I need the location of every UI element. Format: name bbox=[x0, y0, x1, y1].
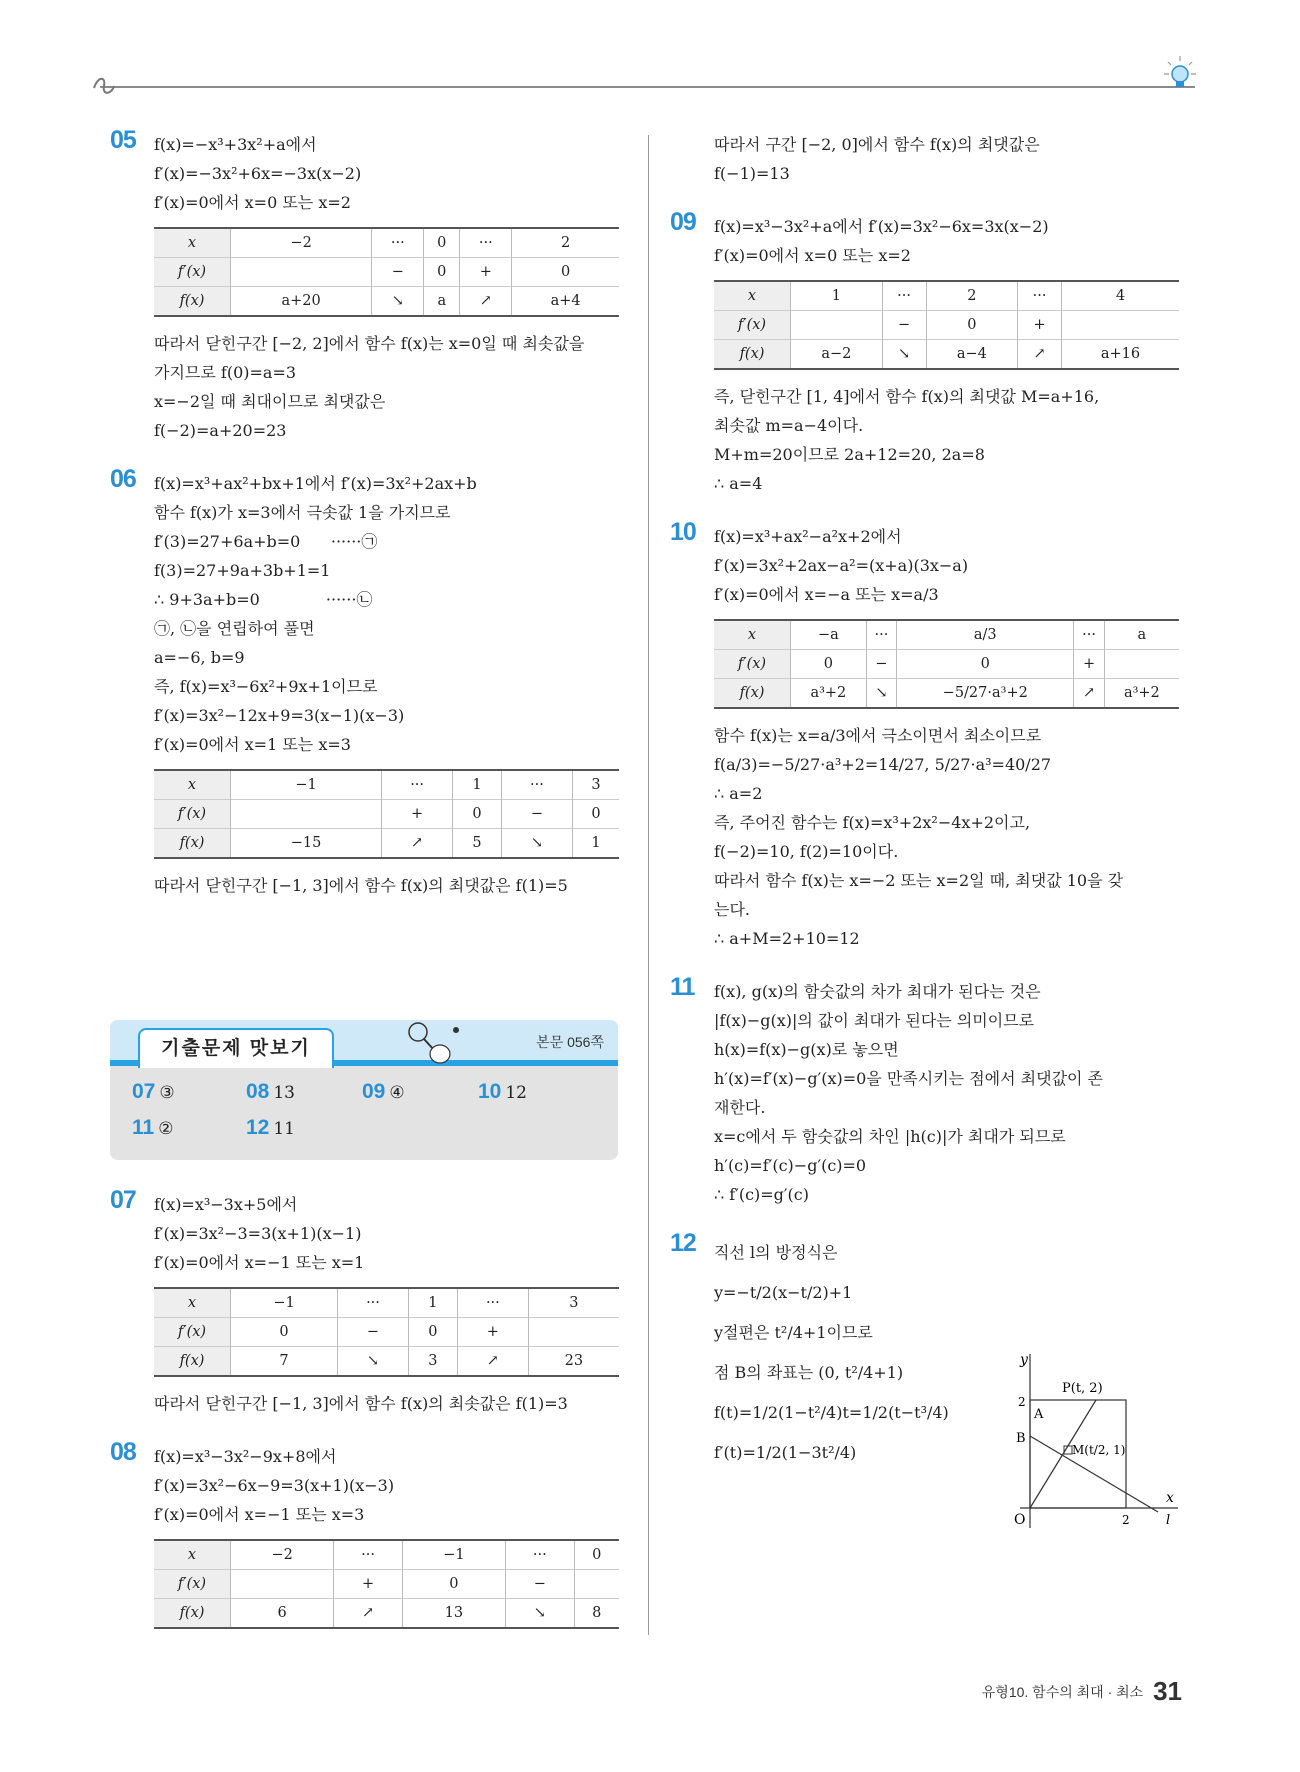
table-cell: ··· bbox=[460, 228, 512, 258]
graph-label: l bbox=[1166, 1513, 1171, 1528]
solution-line: ∴ f′(c)=g′(c) bbox=[714, 1185, 809, 1204]
table-cell: ↗ bbox=[334, 1599, 402, 1629]
table-cell: f′(x) bbox=[154, 258, 231, 287]
table-cell: f(x) bbox=[154, 1347, 231, 1377]
graph-label: y bbox=[1020, 1352, 1028, 1368]
table-cell: x bbox=[154, 1540, 231, 1570]
solution-line: f′(x)=3x²−3=3(x+1)(x−1) bbox=[154, 1224, 362, 1243]
table-cell: ↘ bbox=[506, 1599, 574, 1629]
table-cell: f(x) bbox=[154, 829, 231, 859]
table-cell: 23 bbox=[528, 1347, 619, 1377]
problem-06 bbox=[110, 465, 620, 900]
left-column-lower bbox=[110, 1186, 620, 1653]
page-footer bbox=[982, 1676, 1182, 1707]
table-cell bbox=[231, 258, 372, 287]
box-title: 기출문제 맛보기 bbox=[138, 1028, 334, 1068]
table-cell bbox=[231, 1570, 334, 1599]
variation-table bbox=[154, 769, 619, 859]
solution-line: y=−t/2(x−t/2)+1 bbox=[714, 1283, 853, 1302]
table-cell: ↗ bbox=[382, 829, 453, 859]
table-cell: a/3 bbox=[897, 620, 1074, 650]
solution-line: f′(t)=1/2(1−3t²/4) bbox=[714, 1443, 857, 1462]
table-cell: + bbox=[1018, 311, 1062, 340]
table-cell: 1 bbox=[453, 770, 502, 800]
solution-line: f′(x)=−3x²+6x=−3x(x−2) bbox=[154, 164, 362, 183]
solution-line: f′(x)=0에서 x=0 또는 x=2 bbox=[714, 246, 911, 265]
graph-label: 2 bbox=[1122, 1513, 1130, 1527]
table-cell: + bbox=[1074, 650, 1104, 679]
table-cell: −2 bbox=[231, 228, 372, 258]
solution-line: 따라서 닫힌구간 [−2, 2]에서 함수 f(x)는 x=0일 때 최솟값을 bbox=[154, 334, 585, 353]
table-cell: f(x) bbox=[154, 287, 231, 317]
table-cell: −1 bbox=[402, 1540, 505, 1570]
graph-label: 2 bbox=[1018, 1395, 1026, 1409]
solution-line: f(x)=x³−3x+5에서 bbox=[154, 1195, 298, 1214]
table-cell: 0 bbox=[424, 258, 460, 287]
solution-line: 따라서 함수 f(x)는 x=−2 또는 x=2일 때, 최댓값 10을 갖 bbox=[714, 871, 1124, 890]
solution-line: f′(x)=0에서 x=−1 또는 x=3 bbox=[154, 1505, 365, 1524]
variation-table bbox=[714, 619, 1179, 709]
solution-line: |f(x)−g(x)|의 값이 최대가 된다는 의미이므로 bbox=[714, 1011, 1035, 1030]
solution-line: f(−2)=10, f(2)=10이다. bbox=[714, 842, 899, 861]
table-cell: ↘ bbox=[882, 340, 926, 370]
problem-08 bbox=[110, 1438, 620, 1629]
solution-line: ∴ a=4 bbox=[714, 474, 763, 493]
table-cell: 0 bbox=[574, 1540, 619, 1570]
solution-line: ∴ a+M=2+10=12 bbox=[714, 929, 860, 948]
table-cell: ··· bbox=[338, 1288, 409, 1318]
table-cell: ··· bbox=[334, 1540, 402, 1570]
solution-line: 따라서 닫힌구간 [−1, 3]에서 함수 f(x)의 최솟값은 f(1)=3 bbox=[154, 1394, 568, 1413]
left-column bbox=[110, 126, 620, 924]
table-cell: 8 bbox=[574, 1599, 619, 1629]
answer-item: 11 ② bbox=[132, 1116, 174, 1139]
table-cell: ··· bbox=[882, 281, 926, 311]
solution-line: 함수 f(x)가 x=3에서 극솟값 1을 가지므로 bbox=[154, 503, 451, 522]
answer-item: 08 13 bbox=[246, 1080, 295, 1103]
answer-item: 12 11 bbox=[246, 1116, 295, 1139]
table-cell bbox=[791, 311, 883, 340]
table-cell: 0 bbox=[791, 650, 867, 679]
ribbon-knot-icon bbox=[92, 74, 116, 98]
graph-label: x bbox=[1166, 1490, 1174, 1506]
table-cell: − bbox=[338, 1318, 409, 1347]
table-cell: 2 bbox=[926, 281, 1018, 311]
top-rule bbox=[100, 86, 1195, 88]
problem-09 bbox=[670, 208, 1190, 498]
solution-line: 즉, 주어진 함수는 f(x)=x³+2x²−4x+2이고, bbox=[714, 813, 1031, 832]
table-cell: a+20 bbox=[231, 287, 372, 317]
table-cell: x bbox=[154, 770, 231, 800]
solution-line: M+m=20이므로 2a+12=20, 2a=8 bbox=[714, 445, 985, 464]
table-cell: + bbox=[457, 1318, 528, 1347]
table-cell: ↗ bbox=[457, 1347, 528, 1377]
table-cell: 1 bbox=[572, 829, 619, 859]
table-cell: −1 bbox=[231, 1288, 338, 1318]
problem-05 bbox=[110, 126, 620, 445]
table-cell: −a bbox=[791, 620, 867, 650]
table-cell: f′(x) bbox=[714, 650, 791, 679]
table-cell: −1 bbox=[231, 770, 382, 800]
solution-line: f′(x)=3x²−12x+9=3(x−1)(x−3) bbox=[154, 706, 405, 725]
footer-section-title: 유형10. 함수의 최대 · 최소 bbox=[981, 1684, 1144, 1700]
table-cell: −15 bbox=[231, 829, 382, 859]
solution-line: f(x)=x³+ax²+bx+1에서 f′(x)=3x²+2ax+b bbox=[154, 474, 477, 493]
variation-table bbox=[154, 1539, 619, 1629]
lightbulb-icon bbox=[1160, 52, 1200, 96]
solution-line: 따라서 닫힌구간 [−1, 3]에서 함수 f(x)의 최댓값은 f(1)=5 bbox=[154, 876, 568, 895]
table-cell: 5 bbox=[453, 829, 502, 859]
table-cell: a+4 bbox=[512, 287, 619, 317]
solution-line: f′(x)=0에서 x=0 또는 x=2 bbox=[154, 193, 351, 212]
solution-line: 는다. bbox=[714, 900, 750, 919]
solution-line: f′(x)=0에서 x=−a 또는 x=a/3 bbox=[714, 585, 939, 604]
variation-table bbox=[714, 280, 1179, 370]
table-cell: ↗ bbox=[460, 287, 512, 317]
table-cell: 0 bbox=[402, 1570, 505, 1599]
table-cell: 7 bbox=[231, 1347, 338, 1377]
problem-11 bbox=[670, 973, 1190, 1209]
graph-label: A bbox=[1034, 1407, 1044, 1422]
table-cell: 6 bbox=[231, 1599, 334, 1629]
solution-line: 재한다. bbox=[714, 1098, 766, 1117]
graph-label: O bbox=[1014, 1512, 1026, 1528]
table-cell: x bbox=[154, 228, 231, 258]
table-cell: 2 bbox=[512, 228, 619, 258]
table-cell: a³+2 bbox=[791, 679, 867, 709]
page-number: 31 bbox=[1153, 1676, 1182, 1706]
table-cell: a−4 bbox=[926, 340, 1018, 370]
solution-line: f′(x)=0에서 x=−1 또는 x=1 bbox=[154, 1253, 365, 1272]
table-cell: 3 bbox=[408, 1347, 457, 1377]
solution-line: f′(x)=0에서 x=1 또는 x=3 bbox=[154, 735, 351, 754]
table-cell: ↘ bbox=[372, 287, 424, 317]
graph-label: M(t/2, 1) bbox=[1072, 1443, 1126, 1457]
solution-line: x=c에서 두 함숫값의 차인 |h(c)|가 최대가 되므로 bbox=[714, 1127, 1066, 1146]
table-cell: ↘ bbox=[338, 1347, 409, 1377]
table-cell: 3 bbox=[572, 770, 619, 800]
solution-line: 즉, f(x)=x³−6x²+9x+1이므로 bbox=[154, 677, 378, 696]
solution-line: 점 B의 좌표는 (0, t²/4+1) bbox=[714, 1363, 904, 1382]
variation-table bbox=[154, 227, 619, 317]
table-cell: ··· bbox=[506, 1540, 574, 1570]
table-cell: ··· bbox=[502, 770, 573, 800]
right-column bbox=[670, 130, 1190, 1497]
solution-line: 가지므로 f(0)=a=3 bbox=[154, 363, 297, 382]
table-cell: ↘ bbox=[866, 679, 896, 709]
table-cell: − bbox=[882, 311, 926, 340]
table-cell bbox=[1104, 650, 1179, 679]
table-cell: + bbox=[460, 258, 512, 287]
solution-line: 직선 l의 방정식은 bbox=[714, 1243, 838, 1262]
table-cell: a+16 bbox=[1062, 340, 1180, 370]
solution-line: f(x), g(x)의 함숫값의 차가 최대가 된다는 것은 bbox=[714, 982, 1041, 1001]
problem-number: 10 bbox=[670, 518, 696, 546]
table-cell: f′(x) bbox=[154, 1570, 231, 1599]
solution-line: ㉠, ㉡을 연립하여 풀면 bbox=[154, 619, 315, 638]
table-cell: 3 bbox=[528, 1288, 619, 1318]
solution-line: ∴ 9+3a+b=0 ······㉡ bbox=[154, 590, 373, 609]
table-cell: ··· bbox=[1074, 620, 1104, 650]
variation-table bbox=[154, 1287, 619, 1377]
table-cell: ··· bbox=[866, 620, 896, 650]
table-cell: x bbox=[154, 1288, 231, 1318]
problem-number: 08 bbox=[110, 1438, 136, 1466]
table-cell: ··· bbox=[382, 770, 453, 800]
table-cell: − bbox=[372, 258, 424, 287]
table-cell: 13 bbox=[402, 1599, 505, 1629]
table-cell: −5/27·a³+2 bbox=[897, 679, 1074, 709]
table-cell: 0 bbox=[926, 311, 1018, 340]
answer-item: 09 ④ bbox=[362, 1080, 405, 1103]
table-cell: 0 bbox=[231, 1318, 338, 1347]
table-cell: 4 bbox=[1062, 281, 1180, 311]
table-cell: − bbox=[502, 800, 573, 829]
table-cell: f′(x) bbox=[154, 1318, 231, 1347]
solution-line: y절편은 t²/4+1이므로 bbox=[714, 1323, 873, 1342]
problem-number: 05 bbox=[110, 126, 136, 154]
solution-line: f(x)=−x³+3x²+a에서 bbox=[154, 135, 317, 154]
coordinate-graph bbox=[1000, 1352, 1180, 1532]
problem-10 bbox=[670, 518, 1190, 953]
solution-line: h′(x)=f′(x)−g′(x)=0을 만족시키는 점에서 최댓값이 존 bbox=[714, 1069, 1104, 1088]
table-cell: f′(x) bbox=[154, 800, 231, 829]
problem-08-continued bbox=[670, 130, 1190, 188]
solution-line: 즉, 닫힌구간 [1, 4]에서 함수 f(x)의 최댓값 M=a+16, bbox=[714, 387, 1100, 406]
solution-line: 함수 f(x)는 x=a/3에서 극소이면서 최소이므로 bbox=[714, 726, 1042, 745]
answer-item: 10 12 bbox=[478, 1080, 527, 1103]
table-cell: − bbox=[866, 650, 896, 679]
solution-line: h(x)=f(x)−g(x)로 놓으면 bbox=[714, 1040, 899, 1059]
solution-line: f′(x)=3x²+2ax−a²=(x+a)(3x−a) bbox=[714, 556, 969, 575]
table-cell: + bbox=[334, 1570, 402, 1599]
table-cell: a³+2 bbox=[1104, 679, 1179, 709]
solution-line: f(3)=27+9a+3b+1=1 bbox=[154, 561, 331, 580]
table-cell: 1 bbox=[791, 281, 883, 311]
table-cell bbox=[528, 1318, 619, 1347]
solution-line: f(t)=1/2(1−t²/4)t=1/2(t−t³/4) bbox=[714, 1403, 949, 1422]
table-cell: 0 bbox=[897, 650, 1074, 679]
table-cell: 0 bbox=[424, 228, 460, 258]
table-cell: 0 bbox=[512, 258, 619, 287]
problem-number: 09 bbox=[670, 208, 696, 236]
solution-line: 따라서 구간 [−2, 0]에서 함수 f(x)의 최댓값은 bbox=[714, 135, 1040, 154]
table-cell bbox=[231, 800, 382, 829]
table-cell bbox=[574, 1570, 619, 1599]
solution-line: f(a/3)=−5/27·a³+2=14/27, 5/27·a³=40/27 bbox=[714, 755, 1052, 774]
table-cell: a bbox=[424, 287, 460, 317]
solution-line: 최솟값 m=a−4이다. bbox=[714, 416, 864, 435]
solution-line: h′(c)=f′(c)−g′(c)=0 bbox=[714, 1156, 867, 1175]
table-cell: − bbox=[506, 1570, 574, 1599]
table-cell: f′(x) bbox=[714, 311, 791, 340]
problem-number: 07 bbox=[110, 1186, 136, 1214]
graph-label: B bbox=[1016, 1431, 1026, 1446]
table-cell: ··· bbox=[1018, 281, 1062, 311]
table-cell: 1 bbox=[408, 1288, 457, 1318]
problem-07 bbox=[110, 1186, 620, 1418]
solution-line: f(x)=x³+ax²−a²x+2에서 bbox=[714, 527, 902, 546]
table-cell: a−2 bbox=[791, 340, 883, 370]
table-cell: x bbox=[714, 620, 791, 650]
table-cell: ↗ bbox=[1018, 340, 1062, 370]
table-cell: 0 bbox=[453, 800, 502, 829]
table-cell: ··· bbox=[372, 228, 424, 258]
table-cell bbox=[1062, 311, 1180, 340]
table-cell: + bbox=[382, 800, 453, 829]
solution-line: f(x)=x³−3x²−9x+8에서 bbox=[154, 1447, 337, 1466]
solution-line: a=−6, b=9 bbox=[154, 648, 245, 667]
problem-number: 06 bbox=[110, 465, 136, 493]
table-cell: 0 bbox=[408, 1318, 457, 1347]
table-cell: ··· bbox=[457, 1288, 528, 1318]
column-divider bbox=[648, 135, 649, 1635]
tennis-cat-icon bbox=[400, 1020, 470, 1070]
problem-number: 11 bbox=[670, 973, 695, 1001]
solution-line: x=−2일 때 최대이므로 최댓값은 bbox=[154, 392, 386, 411]
table-cell: ↘ bbox=[502, 829, 573, 859]
table-cell: 0 bbox=[572, 800, 619, 829]
table-cell: −2 bbox=[231, 1540, 334, 1570]
box-reference: 본문 056쪽 bbox=[536, 1034, 604, 1050]
table-cell: f(x) bbox=[714, 340, 791, 370]
graph-label: P(t, 2) bbox=[1062, 1381, 1103, 1396]
table-cell: x bbox=[714, 281, 791, 311]
solution-line: f′(x)=3x²−6x−9=3(x+1)(x−3) bbox=[154, 1476, 395, 1495]
solution-line: f(−2)=a+20=23 bbox=[154, 421, 287, 440]
table-cell: f(x) bbox=[714, 679, 791, 709]
table-cell: f(x) bbox=[154, 1599, 231, 1629]
solution-line: f(−1)=13 bbox=[714, 164, 790, 183]
solution-line: f(x)=x³−3x²+a에서 f′(x)=3x²−6x=3x(x−2) bbox=[714, 217, 1049, 236]
past-exam-preview-box bbox=[110, 1020, 618, 1160]
solution-line: f′(3)=27+6a+b=0 ······㉠ bbox=[154, 532, 378, 551]
table-cell: a bbox=[1104, 620, 1179, 650]
problem-number: 12 bbox=[670, 1229, 696, 1257]
solution-line: ∴ a=2 bbox=[714, 784, 763, 803]
table-cell: ↗ bbox=[1074, 679, 1104, 709]
answer-item: 07 ③ bbox=[132, 1080, 175, 1103]
